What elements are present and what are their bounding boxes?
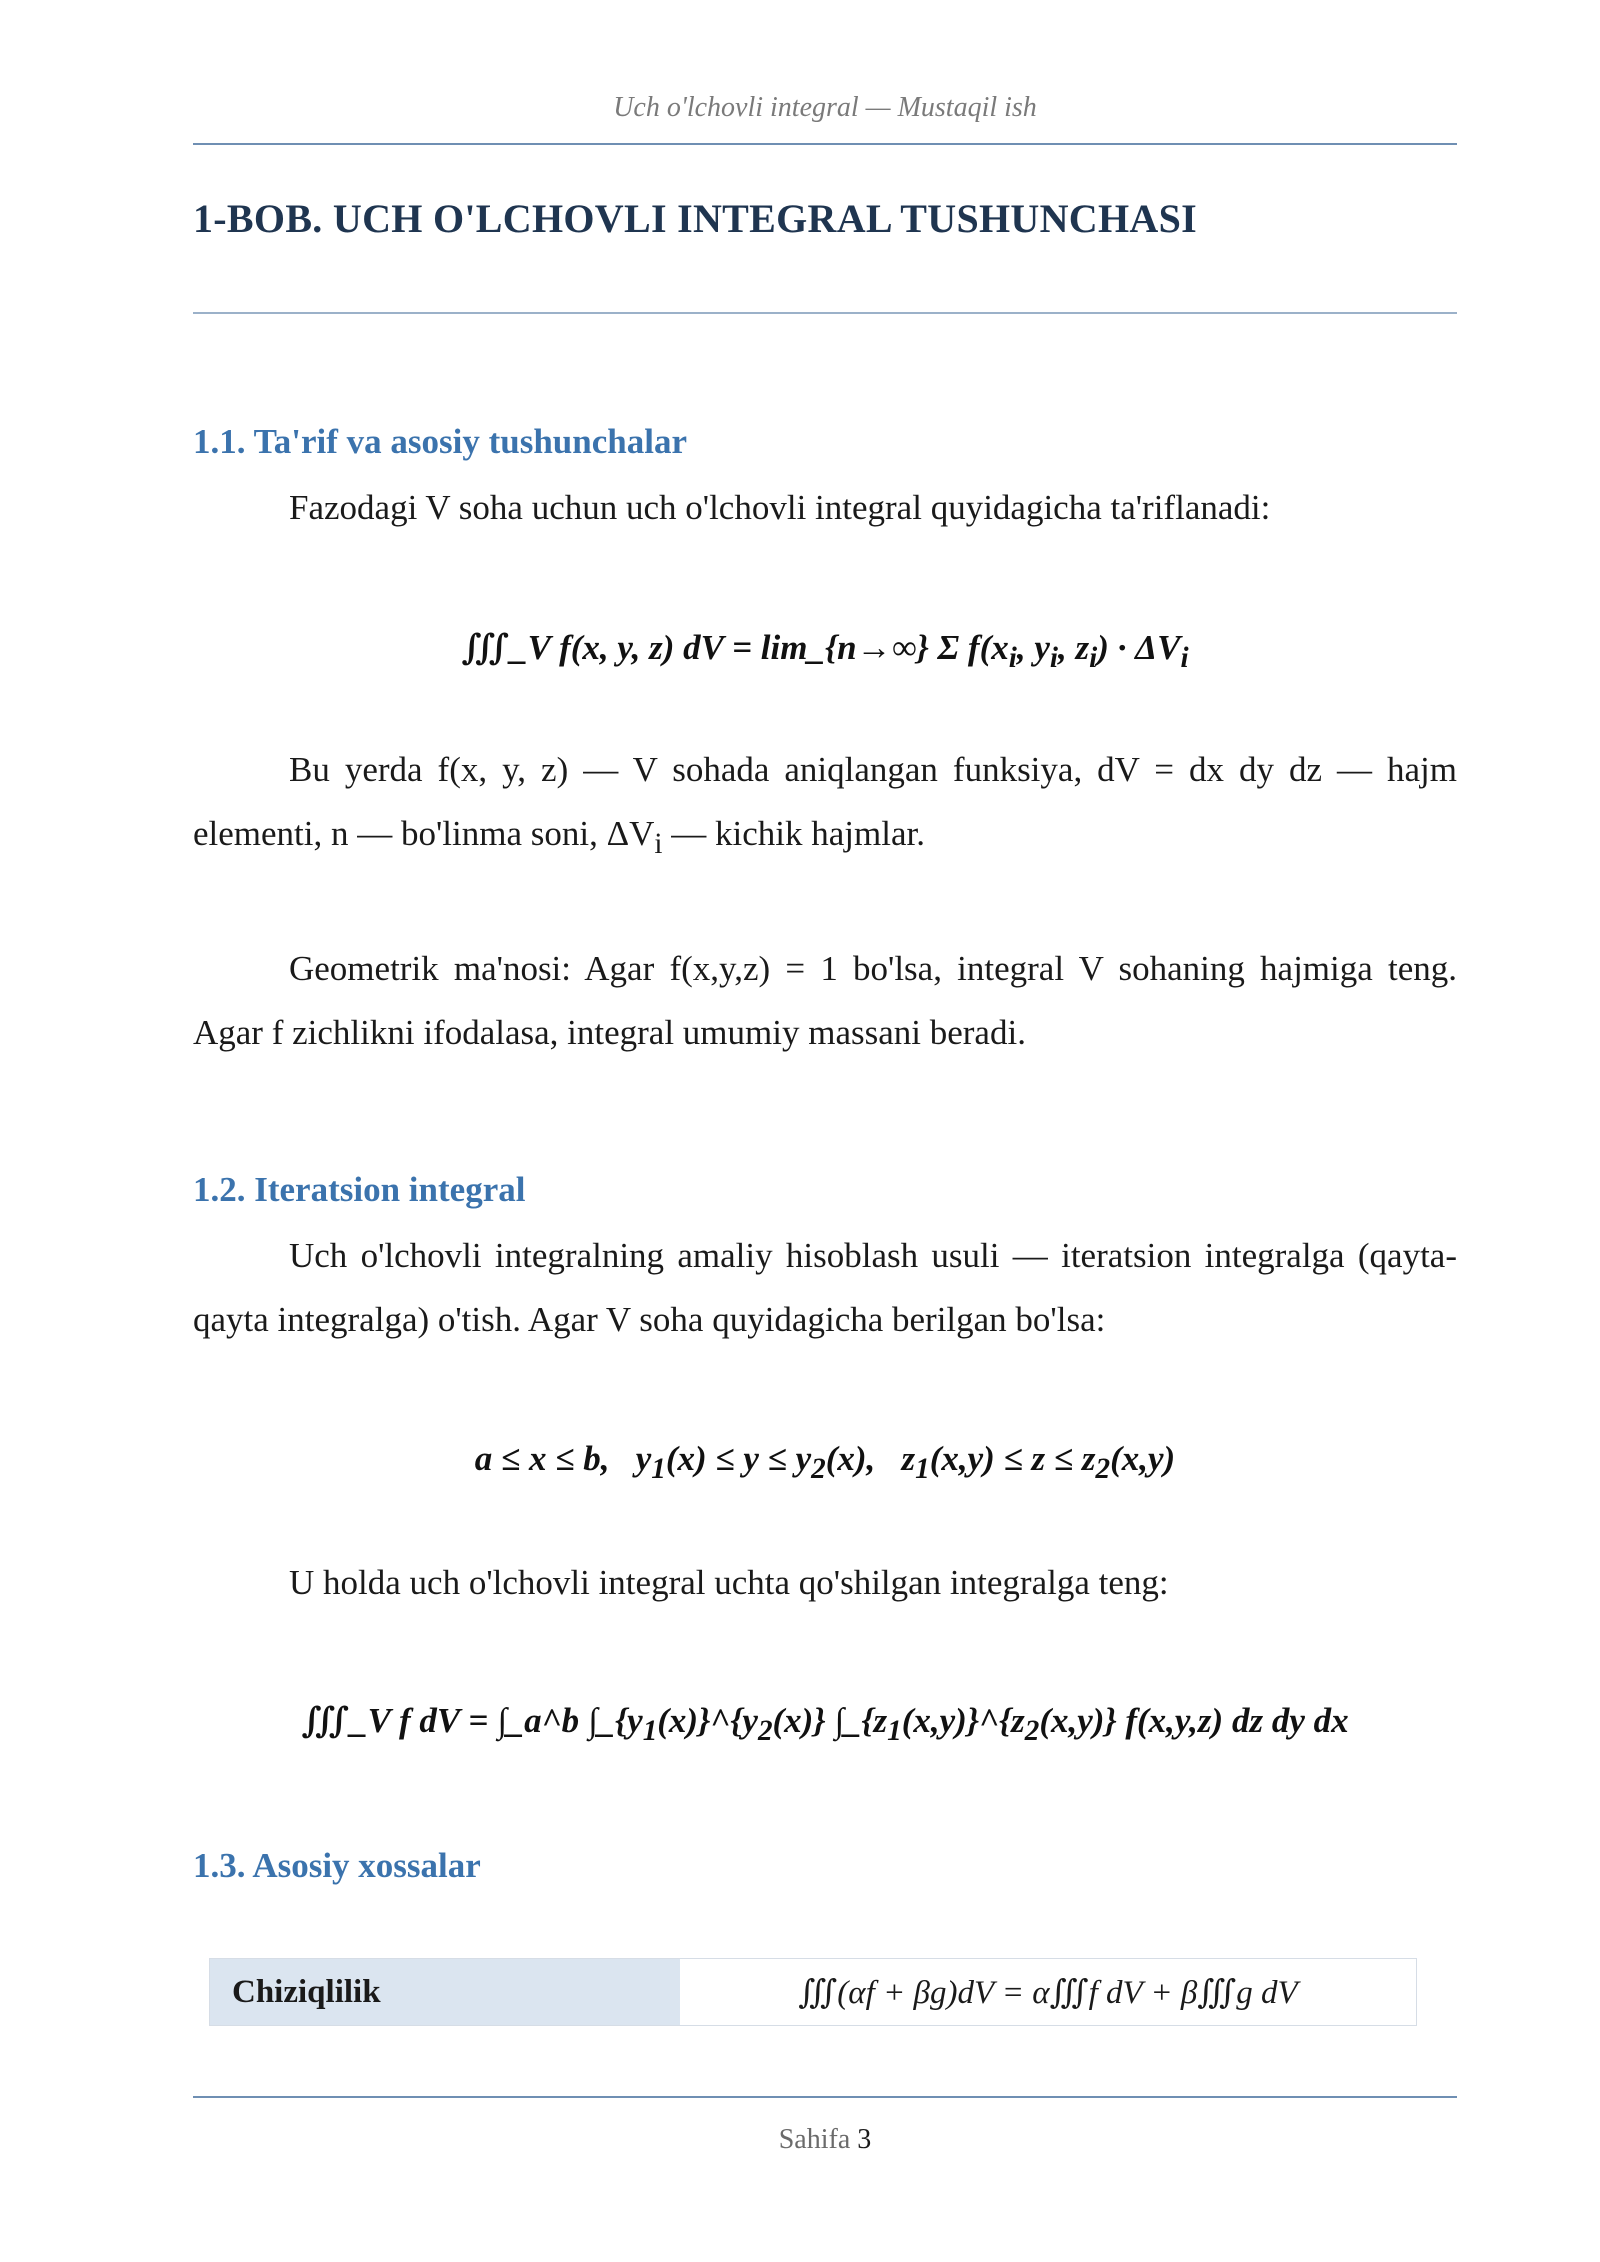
paragraph-transition: U holda uch o'lchovli integral uchta qo'shilgan integralga teng:: [289, 1563, 1169, 1602]
properties-table: [209, 1958, 1417, 2026]
section-title-1-1: 1.1. Ta'rif va asosiy tushunchalar: [193, 422, 687, 461]
formula-iterated-integral: ∭_V f dV = ∫_a^b $\int\_\{y_1(x)\}\^{}\{y_2(x)\}$ $\int\_\{z_1(x,y)\}\^{}\{z_2(x,y)\}$ f(x,y,z) dz dy dx: [301, 1701, 1349, 1747]
paragraph-iterated-intro: Uch o'lchovli integralning amaliy hisoblash usuli — iteratsion integralga (qayta-qayta integralga) o'tish. Agar V soha quyidagicha berilgan bo'lsa:: [193, 1236, 1457, 1339]
running-header: Uch o'lchovli integral — Mustaqil ish: [613, 92, 1037, 123]
formula-definition: ∭_V f(x, y, z) dV = lim_{n→∞} Σ $f(x_i$, $y_i$, $z_i) \cdot \Delta V_i$: [461, 628, 1189, 674]
paragraph-geometric-meaning: Geometrik ma'nosi: Agar f(x,y,z) = 1 bo'lsa, integral V sohaning hajmiga teng. Agar f zichlikni ifodalasa, integral umumiy massani beradi.: [193, 949, 1457, 1052]
header-divider: [193, 143, 1457, 145]
formula-domain-bounds: a ≤ x ≤ b, $y_1(x) \le y \le y_2(x)$, $z_1(x,y) \le z \le z_2(x,y)$: [474, 1439, 1176, 1485]
footer-divider: [193, 2096, 1457, 2098]
section-title-1-3: 1.3. Asosiy xossalar: [193, 1846, 481, 1885]
page-number: 3: [857, 2124, 872, 2155]
property-formula-cell: ∭(αf + βg)dV = α∭f dV + β∭g dV: [680, 1959, 1416, 2025]
chapter-title: 1-BOB. UCH O'LCHOVLI INTEGRAL TUSHUNCHASI: [193, 196, 1197, 241]
footer-label: Sahifa: [778, 2124, 851, 2155]
paragraph-definition-intro: Fazodagi V soha uchun uch o'lchovli integral quyidagicha ta'riflanadi:: [289, 488, 1271, 527]
page-footer: [193, 2124, 1457, 2156]
paragraph-explanation: Bu yerda f(x, y, z) — V sohada aniqlangan funksiya, dV = dx dy dz — hajm elementi, n — bo'linma soni, $\Delta V_i$ — kichik hajmlar.: [193, 750, 1457, 860]
section-title-1-2: 1.2. Iteratsion integral: [193, 1170, 526, 1209]
chapter-divider: [193, 312, 1457, 314]
property-name-cell: Chiziqlilik: [210, 1959, 680, 2025]
